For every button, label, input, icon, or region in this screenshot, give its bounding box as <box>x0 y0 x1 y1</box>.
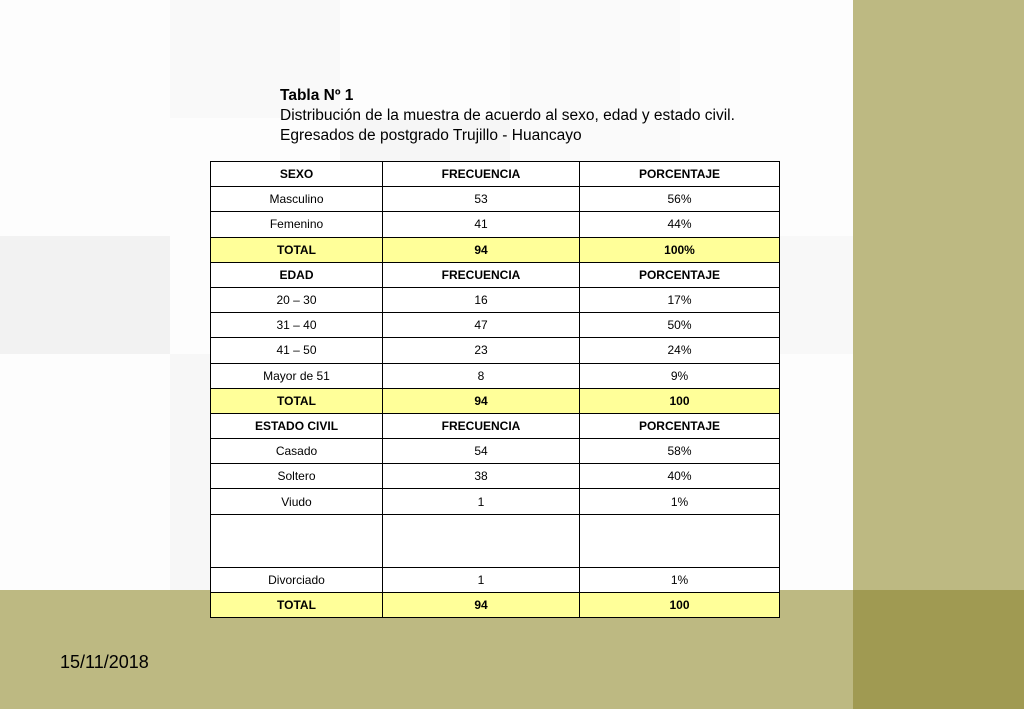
table-cell: 58% <box>580 439 780 464</box>
table-cell: 41 – 50 <box>211 338 383 363</box>
table-header-row <box>211 262 780 287</box>
table-header-row <box>211 162 780 187</box>
table-cell: Divorciado <box>211 567 383 592</box>
slide-date: 15/11/2018 <box>60 652 149 672</box>
header-cell: PORCENTAJE <box>580 413 780 438</box>
table-row <box>211 567 780 592</box>
table-header-row <box>211 413 780 438</box>
header-cell: FRECUENCIA <box>383 162 580 187</box>
table-cell: 24% <box>580 338 780 363</box>
table-title: Tabla Nº 1 <box>280 87 354 104</box>
total-cell: 100% <box>580 237 780 262</box>
table-cell: Casado <box>211 439 383 464</box>
table-cell: Femenino <box>211 212 383 237</box>
table-cell <box>383 514 580 567</box>
header-cell: SEXO <box>211 162 383 187</box>
empty-row <box>211 514 780 567</box>
table-cell: 41 <box>383 212 580 237</box>
total-cell: TOTAL <box>211 237 383 262</box>
table-cell <box>580 514 780 567</box>
header-cell: PORCENTAJE <box>580 162 780 187</box>
table-row <box>211 287 780 312</box>
table-cell: 44% <box>580 212 780 237</box>
table-cell: 8 <box>383 363 580 388</box>
total-row <box>211 388 780 413</box>
table-cell: Viudo <box>211 489 383 514</box>
header-cell: EDAD <box>211 262 383 287</box>
table-cell: 38 <box>383 464 580 489</box>
table-cell: 1% <box>580 489 780 514</box>
header-cell: FRECUENCIA <box>383 413 580 438</box>
total-cell: 94 <box>383 592 580 617</box>
table-cell: 20 – 30 <box>211 287 383 312</box>
table-cell: 53 <box>383 187 580 212</box>
table-row <box>211 338 780 363</box>
header-cell: PORCENTAJE <box>580 262 780 287</box>
table-row <box>211 187 780 212</box>
table-cell: 17% <box>580 287 780 312</box>
table-row <box>211 313 780 338</box>
header-cell: FRECUENCIA <box>383 262 580 287</box>
table-caption <box>280 86 735 146</box>
total-cell: 100 <box>580 388 780 413</box>
total-row <box>211 237 780 262</box>
total-cell: 94 <box>383 388 580 413</box>
total-cell: 94 <box>383 237 580 262</box>
table-cell <box>211 514 383 567</box>
table-row <box>211 439 780 464</box>
table-cell: Mayor de 51 <box>211 363 383 388</box>
table-row <box>211 212 780 237</box>
table-row <box>211 489 780 514</box>
total-row <box>211 592 780 617</box>
table-cell: 1% <box>580 567 780 592</box>
total-cell: TOTAL <box>211 592 383 617</box>
table-cell: Masculino <box>211 187 383 212</box>
table-cell: 40% <box>580 464 780 489</box>
table-cell: 1 <box>383 489 580 514</box>
table-cell: 50% <box>580 313 780 338</box>
table-subdescription: Egresados de postgrado Trujillo - Huancayo <box>280 127 582 144</box>
corner-accent-block <box>853 590 1024 709</box>
total-cell: TOTAL <box>211 388 383 413</box>
table-cell: 47 <box>383 313 580 338</box>
table-cell: 1 <box>383 567 580 592</box>
table-cell: 31 – 40 <box>211 313 383 338</box>
bg-tile <box>0 236 170 354</box>
table-row <box>211 363 780 388</box>
total-cell: 100 <box>580 592 780 617</box>
header-cell: ESTADO CIVIL <box>211 413 383 438</box>
table-cell: 56% <box>580 187 780 212</box>
table-cell: 54 <box>383 439 580 464</box>
table-description: Distribución de la muestra de acuerdo al sexo, edad y estado civil. <box>280 107 735 124</box>
table-cell: 16 <box>383 287 580 312</box>
table-cell: Soltero <box>211 464 383 489</box>
table-cell: 23 <box>383 338 580 363</box>
table-cell: 9% <box>580 363 780 388</box>
frequency-table <box>210 161 780 618</box>
table-row <box>211 464 780 489</box>
